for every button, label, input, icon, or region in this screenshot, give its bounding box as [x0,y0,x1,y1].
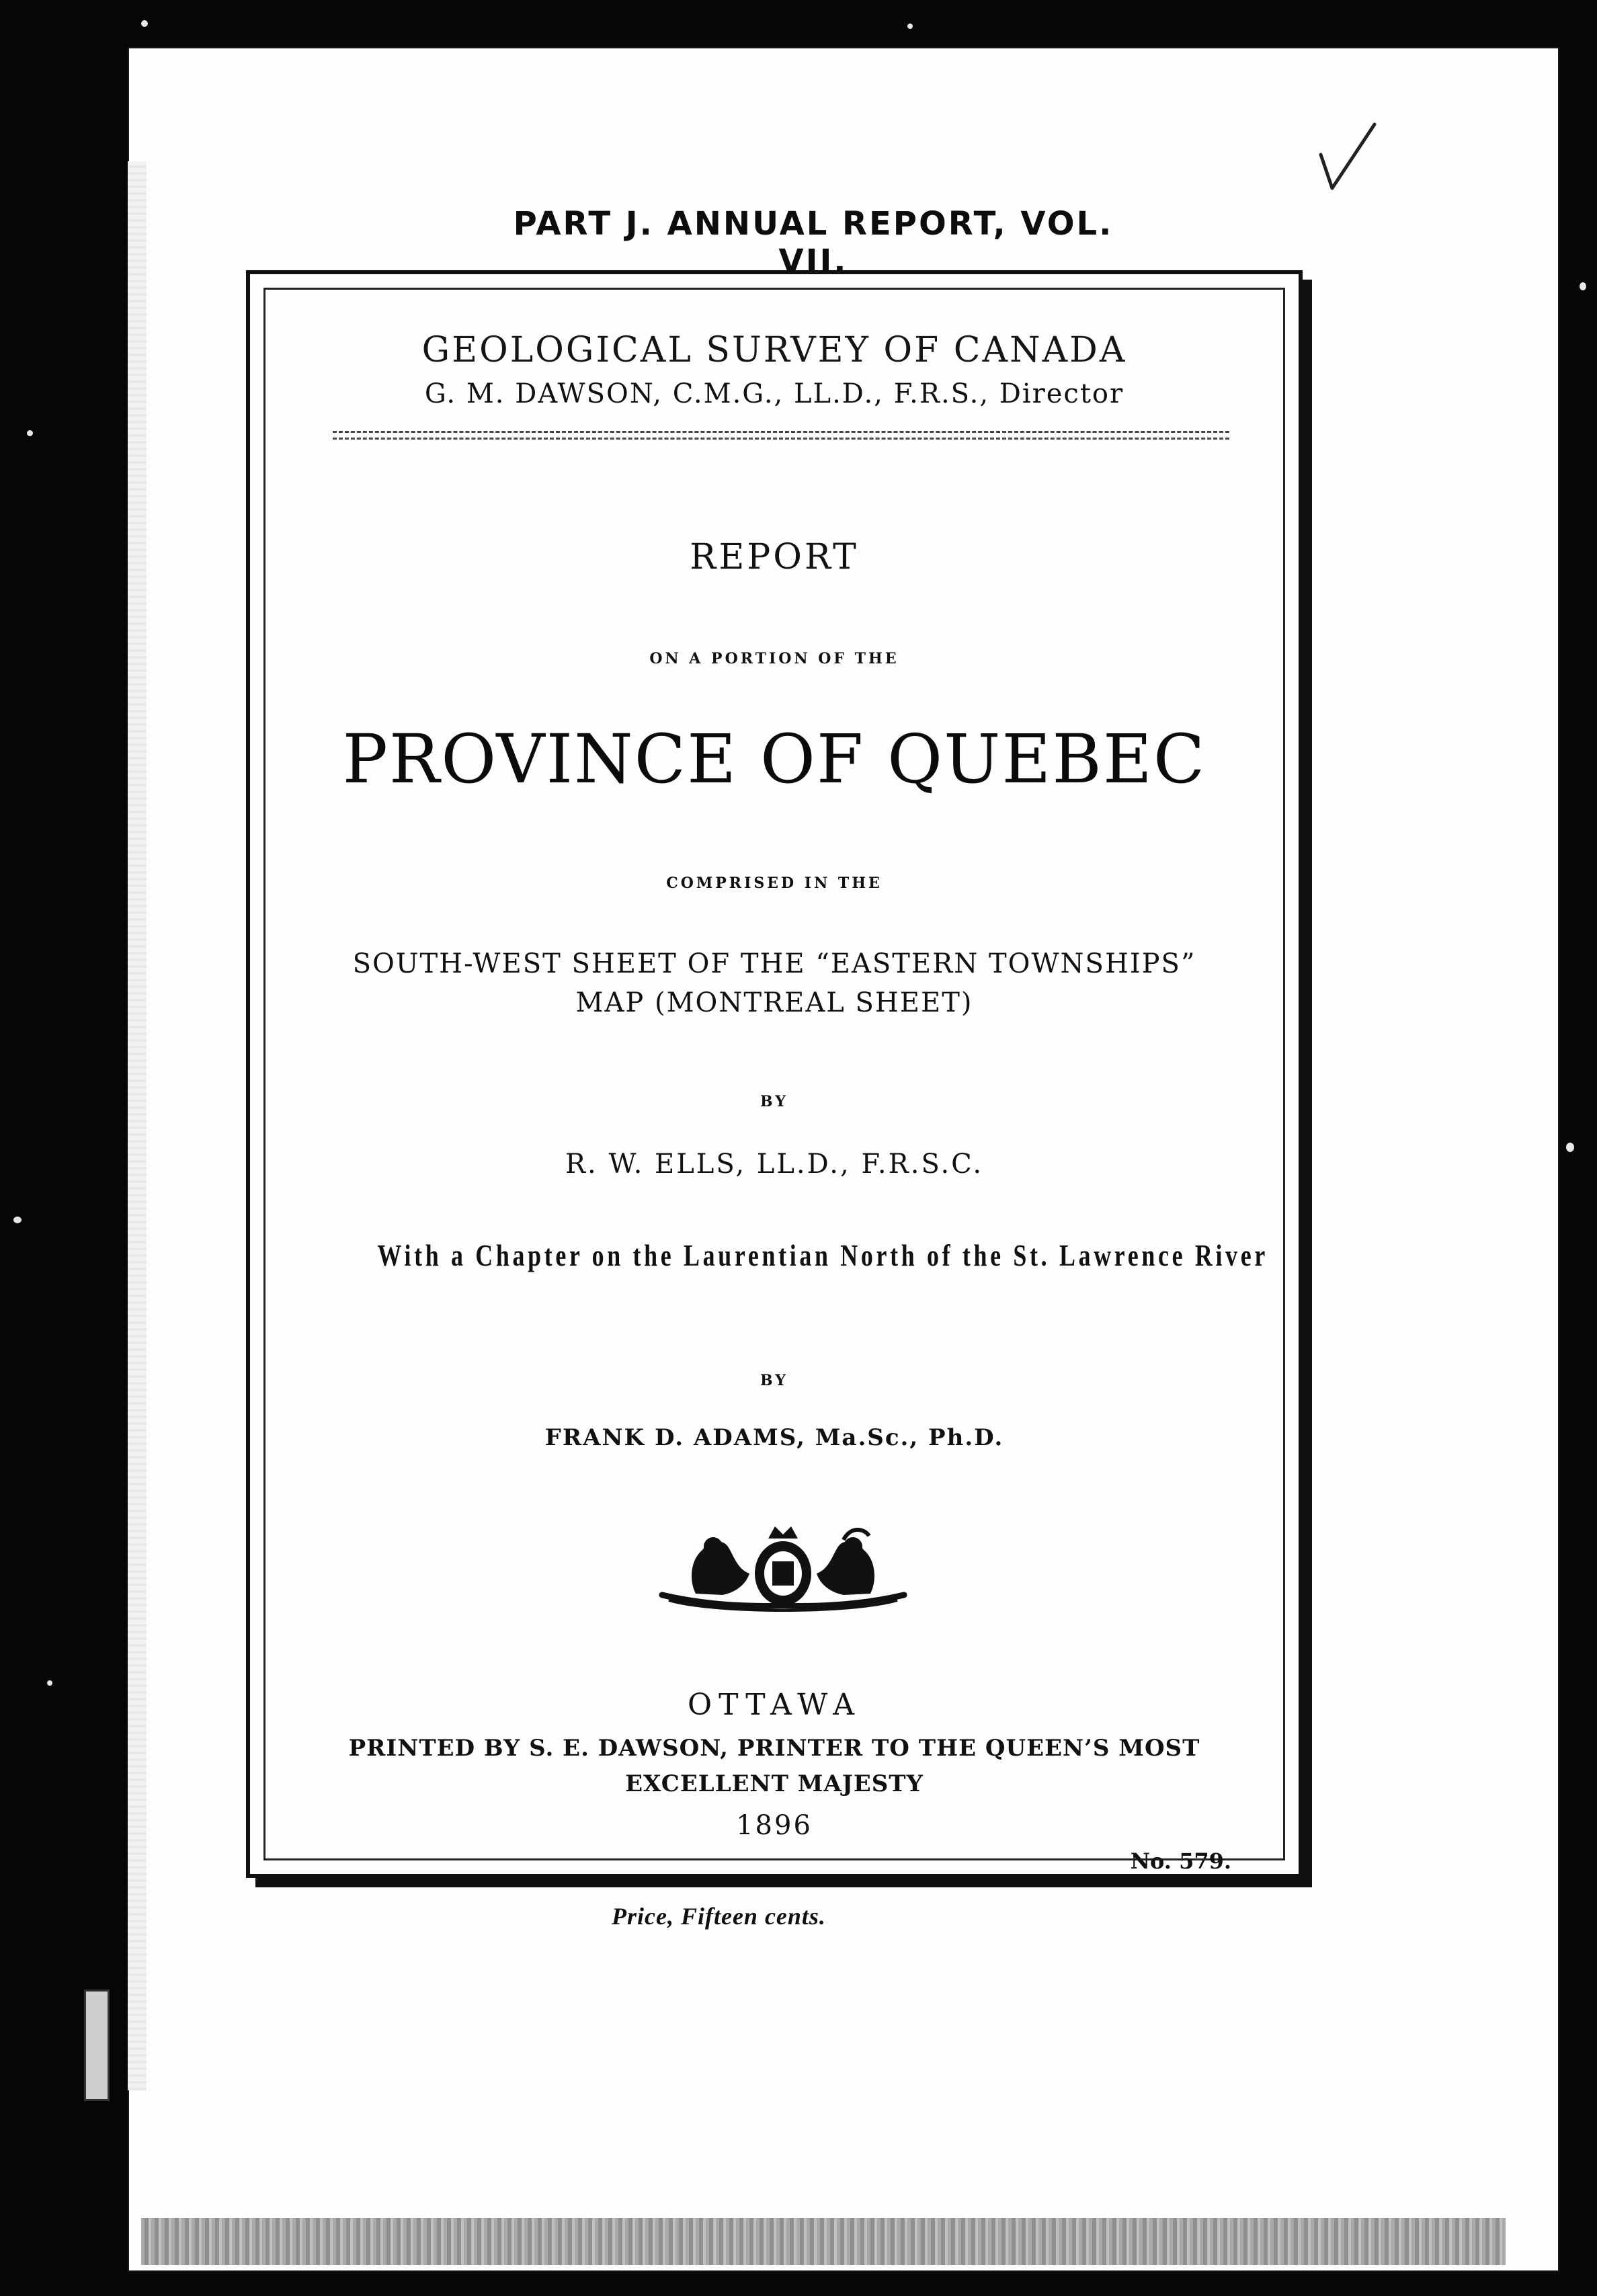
price-line: Price, Fifteen cents. [612,1903,826,1930]
report-heading: REPORT [690,537,859,577]
province-title: PROVINCE OF QUEBEC [342,720,1206,798]
page-bottom-shadow [141,2218,1506,2265]
scan-speck [1566,1143,1574,1152]
divider-rule [333,438,1229,440]
imprint-year: 1896 [736,1810,813,1841]
comprised-line: COMPRISED IN THE [666,874,883,892]
chapter-note: With a Chapter on the Laurentian North of the St. Lawrence River [377,1238,1268,1272]
scan-speck [27,430,33,436]
imprint-printer-line-2: EXCELLENT MAJESTY [625,1770,924,1797]
by-line: BY [760,1093,788,1110]
sheet-line-2: MAP (MONTREAL SHEET) [575,987,973,1018]
on-portion-line: ON A PORTION OF THE [649,650,899,667]
survey-name: GEOLOGICAL SURVEY OF CANADA [421,330,1127,370]
series-header: PART J. ANNUAL REPORT, VOL. VII. [513,205,1114,280]
sheet-line-1: SOUTH-WEST SHEET OF THE “EASTERN TOWNSHIPS” [352,948,1196,979]
margin-tab [84,1990,110,2101]
scan-speck [907,24,913,29]
title-frame-inner [263,288,1285,1860]
scan-speck [47,1680,52,1686]
divider-rule [333,431,1229,433]
scan-speck [1580,282,1586,290]
imprint-printer-line-1: PRINTED BY S. E. DAWSON, PRINTER TO THE QUEEN’S MOST [348,1735,1200,1762]
author-adams: FRANK D. ADAMS, Ma.Sc., Ph.D. [544,1424,1004,1451]
by-line: BY [760,1372,788,1389]
title-frame [246,270,1303,1878]
handwritten-checkmark-icon [1317,121,1378,195]
director-line: G. M. DAWSON, C.M.G., LL.D., F.R.S., Director [424,378,1124,409]
royal-coat-of-arms-icon [649,1520,917,1621]
imprint-city: OTTAWA [688,1688,861,1722]
author-ells: R. W. ELLS, LL.D., F.R.S.C. [565,1149,984,1180]
page-binding-edge [128,161,147,2090]
publication-number: No. 579. [1130,1848,1231,1874]
scan-speck [13,1217,22,1223]
scan-speck [141,20,148,27]
